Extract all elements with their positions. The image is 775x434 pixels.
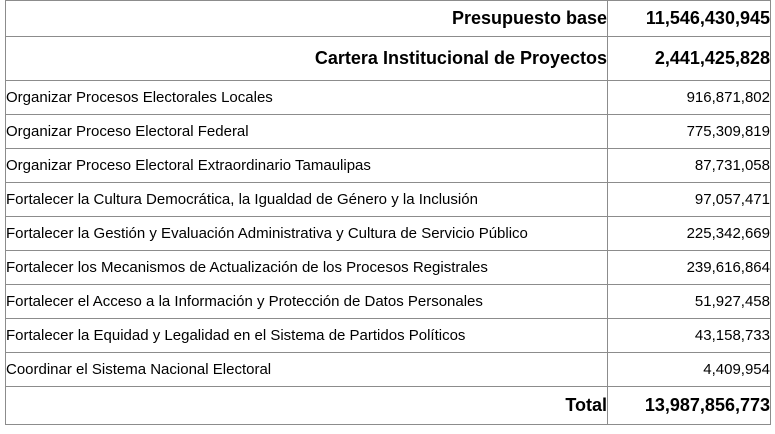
project-label: Fortalecer los Mecanismos de Actualización de los Procesos Registrales	[6, 251, 608, 285]
project-amount: 916,871,802	[608, 81, 771, 115]
project-label: Organizar Proceso Electoral Federal	[6, 115, 608, 149]
table-row	[6, 285, 771, 319]
total-value: 13,987,856,773	[608, 387, 771, 425]
base-budget-row	[6, 1, 771, 37]
total-row	[6, 387, 771, 425]
table-row	[6, 217, 771, 251]
project-label: Organizar Procesos Electorales Locales	[6, 81, 608, 115]
project-amount: 239,616,864	[608, 251, 771, 285]
project-label: Organizar Proceso Electoral Extraordinario Tamaulipas	[6, 149, 608, 183]
table-row	[6, 149, 771, 183]
project-portfolio-row	[6, 37, 771, 81]
table-row	[6, 81, 771, 115]
table-row	[6, 183, 771, 217]
table-row	[6, 251, 771, 285]
project-amount: 87,731,058	[608, 149, 771, 183]
base-budget-label: Presupuesto base	[6, 1, 608, 37]
project-amount: 97,057,471	[608, 183, 771, 217]
project-label: Coordinar el Sistema Nacional Electoral	[6, 353, 608, 387]
project-label: Fortalecer el Acceso a la Información y Protección de Datos Personales	[6, 285, 608, 319]
base-budget-value: 11,546,430,945	[608, 1, 771, 37]
table-row	[6, 353, 771, 387]
budget-table	[5, 0, 771, 425]
project-portfolio-label: Cartera Institucional de Proyectos	[6, 37, 608, 81]
total-label: Total	[6, 387, 608, 425]
project-amount: 43,158,733	[608, 319, 771, 353]
table-row	[6, 319, 771, 353]
project-amount: 51,927,458	[608, 285, 771, 319]
project-label: Fortalecer la Equidad y Legalidad en el Sistema de Partidos Políticos	[6, 319, 608, 353]
project-amount: 775,309,819	[608, 115, 771, 149]
project-label: Fortalecer la Cultura Democrática, la Igualdad de Género y la Inclusión	[6, 183, 608, 217]
project-amount: 4,409,954	[608, 353, 771, 387]
table-row	[6, 115, 771, 149]
project-label: Fortalecer la Gestión y Evaluación Administrativa y Cultura de Servicio Público	[6, 217, 608, 251]
project-amount: 225,342,669	[608, 217, 771, 251]
project-portfolio-value: 2,441,425,828	[608, 37, 771, 81]
